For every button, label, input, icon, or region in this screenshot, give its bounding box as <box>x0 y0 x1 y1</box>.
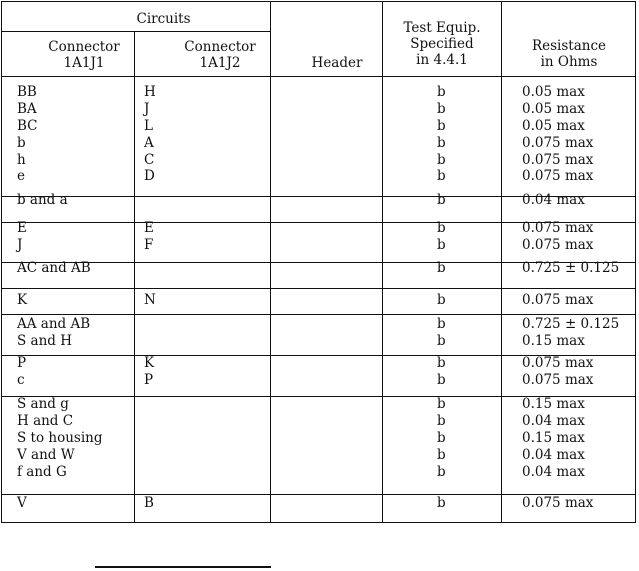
connector-1a1j1-cell <box>17 260 91 277</box>
circuits-underline <box>1 31 271 32</box>
cell-line: b <box>437 168 446 185</box>
cell-line: 0.075 max <box>522 134 594 151</box>
connector-1a1j1-cell <box>17 396 102 480</box>
test-equip-cell <box>437 355 446 389</box>
cell-line: 0.04 max <box>522 446 585 463</box>
resistance-cell <box>522 260 619 277</box>
cell-line: A <box>144 134 154 151</box>
connector-1a1j1-cell <box>17 220 27 254</box>
cell-line: 0.725 ± 0.125 <box>522 260 620 276</box>
cell-line: b <box>437 117 446 134</box>
cell-line: b <box>437 192 446 208</box>
cell-line: b <box>437 355 446 371</box>
test-equip-cell <box>437 316 446 350</box>
cell-line: 0.05 max <box>522 100 585 117</box>
cell-line: BC <box>17 117 38 134</box>
cell-line: BA <box>17 100 37 117</box>
cell-line: B <box>144 495 154 511</box>
cell-line: b and a <box>17 192 68 208</box>
resistance-cell <box>522 192 585 209</box>
cell-line: J <box>144 100 150 117</box>
cell-line: b <box>437 100 446 117</box>
cell-line: 0.075 max <box>522 495 594 511</box>
test-equip-cell <box>437 84 446 185</box>
cell-line: b <box>437 316 446 332</box>
connector-1a1j2-cell <box>144 84 156 185</box>
cell-line: 0.05 max <box>522 117 585 134</box>
cell-line: b <box>437 412 446 429</box>
cell-line: AC and AB <box>17 260 91 276</box>
cell-line: b <box>437 396 446 412</box>
connector-1a1j2-cell <box>144 220 154 254</box>
resistance-cell <box>522 355 593 389</box>
test-equip-cell <box>437 495 446 512</box>
cell-line: b <box>437 134 446 151</box>
resistance-test-table <box>1 1 636 523</box>
cell-line: S and H <box>17 332 72 349</box>
connector-1a1j2-cell <box>144 292 156 309</box>
cell-line: H and C <box>17 412 74 429</box>
cell-line: 0.075 max <box>522 292 594 308</box>
cell-line: S and g <box>17 396 69 412</box>
cell-line: E <box>17 220 27 236</box>
test-equip-header: Test Equip. Specified in 4.4.1 <box>403 20 481 68</box>
test-equip-cell <box>437 220 446 254</box>
cell-line: 0.075 max <box>522 220 594 236</box>
table-bottom-border <box>1 522 636 523</box>
test-equip-cell <box>437 292 446 309</box>
connector-1a1j2-header: Connector 1A1J2 <box>184 39 256 71</box>
connector-1a1j1-cell <box>17 355 26 389</box>
resistance-cell <box>522 292 593 309</box>
cell-line: b <box>437 292 446 308</box>
cell-line: V and W <box>17 446 75 463</box>
cell-line: AA and AB <box>17 316 91 332</box>
cell-line: L <box>144 117 153 134</box>
resistance-cell <box>522 316 619 350</box>
cell-line: b <box>437 495 446 511</box>
row-group-divider <box>1 314 636 315</box>
test-equip-cell <box>437 260 446 277</box>
cell-line: b <box>437 446 446 463</box>
cell-line: P <box>144 371 154 388</box>
test-equip-cell <box>437 192 446 209</box>
cell-line: P <box>17 355 27 371</box>
cell-line: 0.05 max <box>522 84 585 100</box>
connector-1a1j2-cell <box>144 355 154 389</box>
cell-line: 0.04 max <box>522 192 585 208</box>
cell-line: 0.15 max <box>522 396 585 412</box>
cell-line: 0.075 max <box>522 151 594 168</box>
cell-line: E <box>144 220 154 236</box>
cell-line: b <box>17 134 26 151</box>
cell-line: J <box>17 236 23 253</box>
cell-line: S to housing <box>17 429 103 446</box>
resistance-cell <box>522 84 593 185</box>
cell-line: b <box>437 260 446 276</box>
cell-line: h <box>17 151 26 168</box>
connector-1a1j1-cell <box>17 495 27 512</box>
cell-line: f and G <box>17 463 67 480</box>
cell-line: b <box>437 236 446 253</box>
cell-line: b <box>437 332 446 349</box>
resistance-cell <box>522 495 593 512</box>
resistance-header: Resistance in Ohms <box>531 38 607 70</box>
footnote-rule <box>95 566 271 568</box>
cell-line: K <box>17 292 28 308</box>
cell-line: N <box>144 292 156 308</box>
cell-line: D <box>144 168 155 185</box>
cell-line: b <box>437 84 446 100</box>
test-equip-cell <box>437 396 446 480</box>
connector-1a1j1-cell <box>17 292 27 309</box>
circuits-header: Circuits <box>136 11 191 27</box>
connector-1a1j1-cell <box>17 192 68 209</box>
connector-1a1j1-cell <box>17 316 90 350</box>
cell-line: b <box>437 463 446 480</box>
cell-line: 0.04 max <box>522 412 585 429</box>
cell-line: 0.15 max <box>522 429 585 446</box>
table-top-border <box>1 1 636 2</box>
cell-line: C <box>144 151 155 168</box>
cell-line: b <box>437 429 446 446</box>
column-divider <box>134 31 135 523</box>
connector-1a1j1-header: Connector 1A1J1 <box>48 39 120 71</box>
connector-1a1j1-cell <box>17 84 38 185</box>
resistance-cell <box>522 220 593 254</box>
row-group-divider <box>1 288 636 289</box>
cell-line: 0.075 max <box>522 355 594 371</box>
header-bottom-border <box>1 76 636 77</box>
cell-line: V <box>17 495 27 511</box>
cell-line: 0.725 ± 0.125 <box>522 316 620 332</box>
cell-line: 0.075 max <box>522 236 594 253</box>
cell-line: b <box>437 151 446 168</box>
cell-line: e <box>17 168 25 185</box>
header-column-header: Header <box>311 55 363 71</box>
connector-1a1j2-cell <box>144 495 154 512</box>
cell-line: K <box>144 355 155 371</box>
resistance-cell <box>522 396 585 480</box>
cell-line: 0.075 max <box>522 371 594 388</box>
cell-line: 0.075 max <box>522 168 594 185</box>
cell-line: c <box>17 371 25 388</box>
cell-line: b <box>437 220 446 236</box>
cell-line: H <box>144 84 156 100</box>
cell-line: BB <box>17 84 37 100</box>
cell-line: 0.15 max <box>522 332 585 349</box>
cell-line: F <box>144 236 154 253</box>
cell-line: 0.04 max <box>522 463 585 480</box>
cell-line: b <box>437 371 446 388</box>
